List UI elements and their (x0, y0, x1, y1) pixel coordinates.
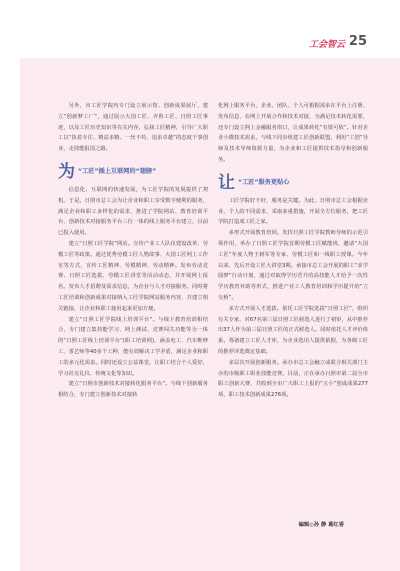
section-drop-letter: 为 (58, 161, 75, 182)
editor-credit: 编辑◎孙 静 葛红香 (298, 522, 344, 528)
left-column (58, 101, 208, 401)
continuation-paragraph: 化网上服务平台，企业、团队、个人可根据需求在平台上注册、发布信息，在网上开展合作和技术对接，为满足技术转化需要，还专门设立网上金融服务窗口，让成果转化“有资可依”。针对企业小微技术需求，与线下同步组建工匠创新联盟，利用“工创”导师及技术导师资源力量，为企业和工匠提供技术指导和创新服务。 (218, 103, 368, 163)
body-paragraph: 多形式开展教育培训。发挥日照工匠学院教师导师的示范引领作用，举办了日照工匠学院首期劳模工匠赋能班，邀请“大国工匠”年度人物王树军等专家、劳模工匠和一线职工授课。今年以来，先后开设工匠大讲堂3期。承接市总工会开展的职工“求学圆梦”行动计划，通过对取得学历晋升的高技能人才给予一次性学历教育补助等形式，推进产业工人教育培训和学历提升的“立交桥”。 (218, 230, 368, 301)
section-title: “工匠”服务更贴心 (238, 178, 290, 186)
section-title: “工匠”插上互联网的“翅膀” (78, 168, 157, 176)
body-paragraph: 信息化、互联网的快速发展，为工匠学院的发展提供了契机。于是，日照市总工会为让企业和职工享受数字便利的服务，满足企业和职工多样化的需求，推进了学院网站、教育培训平台、创新技术对接服务平台三位一体的线上服务平台建立，目前已投入使用。 (58, 186, 208, 237)
header-section-label: 工会智云 (308, 40, 345, 50)
body-paragraph: 工匠学院好不好，服务是关键。为此，日照市总工会根据企业、个人的不同需求，采取多重措施，开展全方位服务，把工匠学院打造成工匠之家。 (218, 197, 368, 226)
body-paragraph: 多方式开展人才选拔。依托工匠学院选拔“日照工匠”，组织有关专家，对67名第三届日照工匠候选人进行了初审，从中推荐出37人作为第三届日照工匠的正式候选人。同时依托人才评价体系，筹备建立工匠人才库，为企业选用人提供依据，为各级工匠的推荐评选奠定基础。 (218, 305, 368, 355)
body-paragraph: 多层次开展创新服务。承办市总工会触立或联合相关部门主办的市级职工职业技能竞赛。目前，正在承办日照市第二届全市职工创新大赛，共收到全市广大职工上报的“五小”创成成果277项，职工技术创新成果276项。 (218, 359, 368, 399)
section-drop-letter: 让 (218, 172, 235, 193)
magazine-page (20, 0, 400, 571)
section-heading-internet (58, 161, 208, 182)
page-number: 25 (348, 34, 367, 49)
body-paragraph: 建立“日照工匠学院”网站。宣传产业工人队伍建设改革、劳模工匠等政策。通过优秀劳模工匠人物故事、大国工匠网上工作室等方式，宣传工匠精神、劳模精神、劳动精神。发布劳动竞赛、日照工匠选拔、劳模工匠讲堂等活动动态，并开展网上报名。发布人才招聘及需求信息，为企业与人才对接服务。同时将工匠培训和创新成果对接纳入工匠学院网站服务内容，并建立相关链接，让企业和职工使用起来更加方便。 (58, 240, 208, 312)
body-paragraph: 建立“日照工匠学院线上培训平台”。与线下教育培训相结合，专门建立集技能学习、网上测试、竞赛闯关功能等为一体的“日照工匠线上培训平台”(职工培训网)，涵盖电工、汽车维修工、茶艺师等40多个工种，能有效解决工学矛盾，满足企业和职工的多元化需求。同时还设立公益课堂，让职工结合个人爱好，学习社交礼仪、传统文化等知识。 (58, 316, 208, 377)
body-paragraph: 建立“日照市创新技术对接转化服务平台”。与线下创新服务相结合，专门建立创新技术对接转 (58, 381, 208, 399)
intro-paragraph: 另外，市工匠学院内专门设立展示馆、创新成果展厅，建立“创新梦工厂”，通过展示大国工匠、齐鲁工匠、日照工匠事迹，以及工匠历史知识等有关内容，弘扬工匠精神，引导广大职工以“执着专注、精益求精、一丝不苟、追求卓越”的态度干事创业，走技能报国之路。 (58, 103, 208, 153)
section-heading-service (218, 172, 368, 193)
page-header (20, 0, 400, 58)
right-column (218, 101, 368, 401)
